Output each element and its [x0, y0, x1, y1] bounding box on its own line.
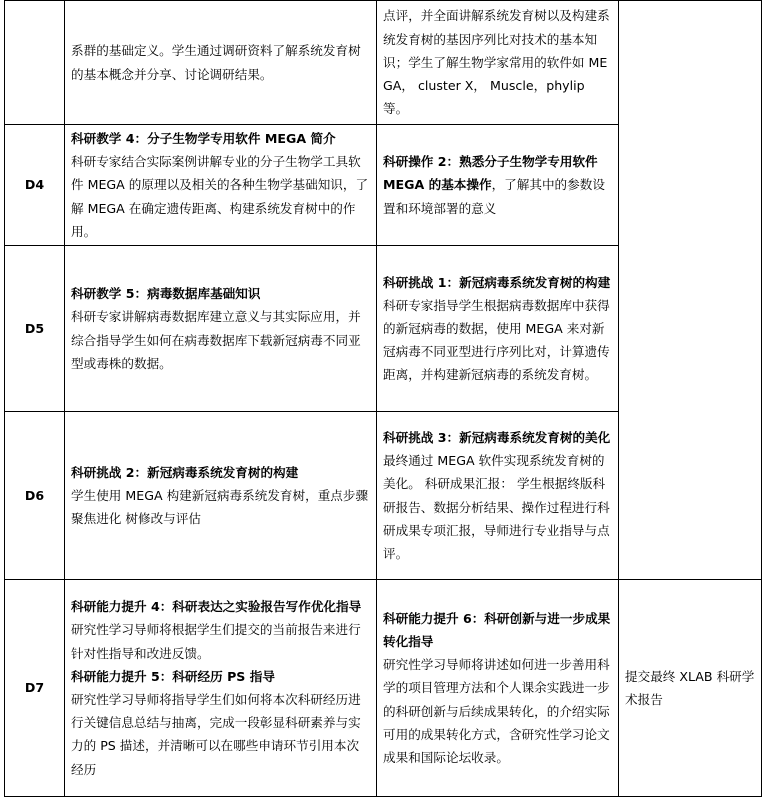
- activity-cell: [65, 580, 377, 797]
- activity-cell: [65, 246, 377, 412]
- activity-title: 科研能力提升 4：科研表达之实验报告写作优化指导: [71, 599, 362, 615]
- practice-title: 科研挑战 3：新冠病毒系统发育树的美化: [383, 429, 611, 445]
- day-cell: D6: [5, 412, 65, 580]
- day-cell: [5, 1, 65, 125]
- activity-cell: [65, 1, 377, 125]
- activity-body: 科研专家结合实际案例讲解专业的分子生物学工具软件 MEGA 的原理以及相关的各种生物学基础知识，了解 MEGA 在确定遗传距离、构建系统发育树中的作用。: [71, 154, 369, 239]
- output-cell-empty: [619, 1, 762, 580]
- output-cell: 提交最终 XLAB 科研学术报告: [619, 580, 762, 797]
- activity-body: 研究性学习导师将指导学生们如何将本次科研经历进行关键信息总结与抽离，完成一段彰显科研素养与实力的 PS 描述，并清晰可以在哪些申请环节引用本次经历: [71, 692, 361, 777]
- table-row-d7: [5, 580, 762, 797]
- practice-title: 科研操作 2：熟悉分子生物学专用软件 MEGA 的基本操作: [383, 154, 598, 193]
- activity-body: 科研专家讲解病毒数据库建立意义与其实际应用，并综合指导学生如何在病毒数据库下载新冠病毒不同亚型或毒株的数据。: [71, 309, 361, 371]
- day-cell: D5: [5, 246, 65, 412]
- practice-cell: [377, 125, 619, 246]
- activity-title: 科研挑战 2：新冠病毒系统发育树的构建: [71, 464, 299, 480]
- day-cell: D4: [5, 125, 65, 246]
- practice-body: 研究性学习导师将讲述如何进一步善用科学的项目管理方法和个人课余实践进一步的科研创新与后续成果转化，的介绍实际可用的成果转化方式，含研究性学习论文成果和国际论坛收录。: [383, 657, 610, 766]
- activity-body: 系群的基础定义。学生通过调研资料了解系统发育树的基本概念并分享、讨论调研结果。: [71, 43, 361, 82]
- practice-title: 科研挑战 1：新冠病毒系统发育树的构建: [383, 274, 611, 290]
- practice-body: 科研专家指导学生根据病毒数据库中获得的新冠病毒的数据，使用 MEGA 来对新冠病毒不同亚型进行序列比对，计算遗传距离，并构建新冠病毒的系统发育树。: [383, 297, 610, 383]
- schedule-table: [4, 0, 762, 797]
- activity-body: 学生使用 MEGA 构建新冠病毒系统发育树，重点步骤聚焦进化 树修改与评估: [71, 487, 369, 527]
- practice-title: 科研能力提升 6：科研创新与进一步成果转化指导: [383, 610, 611, 649]
- practice-body: 最终通过 MEGA 软件实现系统发育树的美化。 科研成果汇报： 学生根据终版科研报告、数据分析结果、操作过程进行科研成果专项汇报，导师进行专业指导与点评。: [383, 453, 610, 561]
- practice-body: ，了解其中的参数设置和环境部署的意义: [383, 177, 605, 216]
- activity-title: 科研能力提升 5：科研经历 PS 指导: [71, 668, 275, 684]
- activity-cell: [65, 412, 377, 580]
- activity-title: 科研教学 5：病毒数据库基础知识: [71, 286, 261, 302]
- day-cell: D7: [5, 580, 65, 797]
- table-row-continuation: [5, 1, 762, 125]
- practice-cell: [377, 412, 619, 580]
- practice-body: 点评，并全面讲解系统发育树以及构建系统发育树的基因序列比对技术的基本知识；学生了解生物学家常用的软件如 MEGA， cluster X， Muscle，phylip 等。: [383, 8, 610, 117]
- activity-body: 研究性学习导师将根据学生们提交的当前报告来进行针对性指导和改进反馈。: [71, 622, 361, 661]
- practice-cell: [377, 1, 619, 125]
- activity-title: 科研教学 4：分子生物学专用软件 MEGA 简介: [71, 131, 336, 146]
- practice-cell: [377, 580, 619, 797]
- activity-cell: [65, 125, 377, 246]
- practice-cell: [377, 246, 619, 412]
